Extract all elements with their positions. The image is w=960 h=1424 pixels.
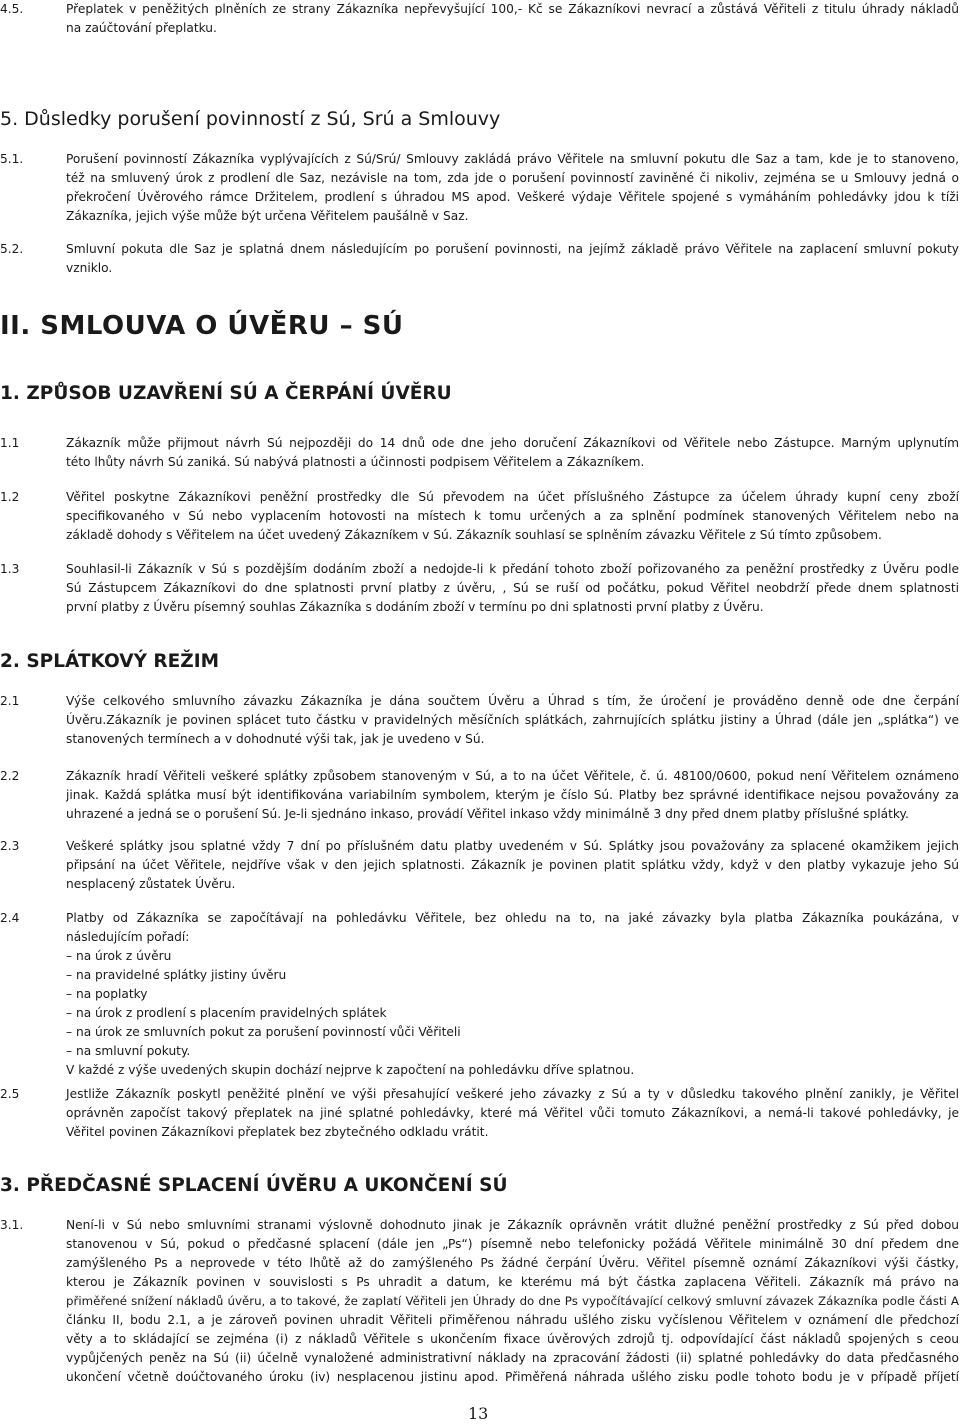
paragraph-4-5 bbox=[0, 0, 960, 38]
paragraph-1-2 bbox=[0, 488, 960, 545]
text-line: Veškeré splátky jsou splatné vždy 7 dní po příslušném datu platby uvedeném v Sú. Splátky jsou považovány za splacené okamžikem jejich bbox=[66, 839, 959, 853]
paragraph-number: 1.3 bbox=[0, 562, 20, 576]
paragraph-text bbox=[66, 692, 959, 749]
text-line: specifikovaného v Sú nebo vyplacením hotovosti na místech k tomu určených a za splnění podmínek stanovených Věřitelem nebo na bbox=[66, 509, 959, 523]
text-line: Zákazník může přijmout návrh Sú nejpozději do 14 dnů ode dne jeho doručení Zákazníkovi od Věřitele nebo Zástupce. Marným uplynutím bbox=[66, 436, 959, 450]
text-line: stanovených termínech a v dohodnuté výši tak, jak je uvedeno v Sú. bbox=[66, 732, 485, 746]
text-line: první platby z Úvěru písemný souhlas Zákazníka s dodáním zboží v termínu po dni splatnosti první platby z Úvěru. bbox=[66, 600, 764, 614]
paragraph-number: 2.4 bbox=[0, 911, 20, 925]
text-line: Platby od Zákazníka se započítávají na pohledávku Věřitele, bez ohledu na to, na jaké závazky byla platba Zákazníka poukázána, v bbox=[66, 911, 959, 925]
text-line: ukončení včetně doúčtovaného úroku (iv) nesplacenou jistinu apod. Přiměřená náhrada ušlého zisku podle tohoto bodu je v případě příjetí bbox=[66, 1370, 959, 1384]
text-line: též na smluvený úrok z prodlení dle Saz, nezávisle na tom, zda jde o porušení povinností zaviněné či nikoliv, zejména se u Smlouvy jedná o bbox=[66, 171, 959, 185]
text-line: Není-li v Sú nebo smluvními stranami výslovně dohodnuto jinak je Zákazník oprávněn vrátit dlužné peněžní prostředky z Sú před dobou bbox=[66, 1218, 959, 1232]
page-number: 13 bbox=[468, 1404, 489, 1423]
paragraph-number: 2.1 bbox=[0, 694, 20, 708]
text-line: nesplacený zůstatek Úvěru. bbox=[66, 877, 236, 891]
paragraph-text bbox=[66, 240, 959, 278]
paragraph-2-3 bbox=[0, 837, 960, 894]
text-line: Souhlasil-li Zákazník v Sú s pozdějším dodáním zboží a nedojde-li k předání tohoto zboží pořizovaného za peněžní prostředky z Úvěru podle bbox=[66, 562, 959, 576]
part-heading-ii: II. SMLOUVA O ÚVĚRU – SÚ bbox=[0, 311, 404, 341]
text-line: této lhůty návrh Sú zaniká. Sú nabývá platnosti a účinnosti podpisem Věřitelem a Zákazníkem. bbox=[66, 455, 645, 469]
text-line: kterou je Zákazník povinen v souvislosti s Ps uhradit a datum, ke kterému má být částka zaplacena Věřiteli. Zákazník má právo na bbox=[66, 1275, 959, 1289]
paragraph-2-1 bbox=[0, 692, 960, 749]
text-line: uhrazené a jedná se o porušení Sú. Je-li sjednáno inkaso, provádí Věřitel inkaso vždy minimálně 3 dny před dnem platby příslušné splátky. bbox=[66, 807, 909, 821]
text-line: věty a to skládající se zejména (i) z nákladů Věřitele s ukončením fixace úvěrových zdrojů tj. odpovídající část nákladů spojených s ceou bbox=[66, 1332, 959, 1346]
paragraph-number: 2.5 bbox=[0, 1087, 20, 1101]
text-line: Zákazníka, jejich výše může být určena Věřitelem paušálně v Saz. bbox=[66, 209, 469, 223]
section-heading-2: 2. SPLÁTKOVÝ REŽIM bbox=[0, 651, 219, 672]
list-item: – na poplatky bbox=[66, 987, 148, 1001]
text-line: následujícím pořadí: bbox=[66, 930, 190, 944]
paragraph-text bbox=[66, 0, 959, 38]
paragraph-number: 2.2 bbox=[0, 769, 20, 783]
section-heading-3: 3. PŘEDČASNÉ SPLACENÍ ÚVĚRU A UKONČENÍ SÚ bbox=[0, 1175, 508, 1196]
paragraph-2-5 bbox=[0, 1085, 960, 1142]
text-line: Věřitel povinen Zákazníkovi přeplatek bez zbytečného odkladu vrátit. bbox=[66, 1125, 489, 1139]
paragraph-text bbox=[66, 560, 959, 617]
paragraph-2-2 bbox=[0, 767, 960, 824]
paragraph-3-1 bbox=[0, 1216, 960, 1387]
text-line: Věřitel poskytne Zákazníkovi peněžní prostředky dle Sú převodem na účet příslušného Zástupce za účelem úhrady kupní ceny zboží bbox=[66, 490, 959, 504]
paragraph-text bbox=[66, 150, 959, 226]
paragraph-2-4 bbox=[0, 909, 960, 1080]
paragraph-5-2 bbox=[0, 240, 960, 278]
text-line: Zákazník hradí Věřiteli veškeré splátky způsobem stanoveným v Sú, a to na účet Věřitele, č. ú. 48100/0600, pokud není Věřitelem oznámeno bbox=[66, 769, 959, 783]
section-heading-1: 1. ZPŮSOB UZAVŘENÍ SÚ A ČERPÁNÍ ÚVĚRU bbox=[0, 383, 452, 404]
paragraph-number: 4.5. bbox=[0, 2, 24, 16]
text-line: přiměřené snížení nákladů úvěru, a to takové, že zaplatí Věřiteli jen Úhrady do dne Ps vypočítávající celkový smluvní závazek Zákazníka podle části A bbox=[66, 1294, 959, 1308]
paragraph-text bbox=[66, 488, 959, 545]
text-line: Úvěru.Zákazník je povinen splácet tuto částku v pravidelných měsíčních splátkách, zahrnujících splátku jistiny a Úhrad (dále jen „splátka“) ve bbox=[66, 713, 959, 727]
paragraph-number: 5.1. bbox=[0, 152, 24, 166]
text-line: základě dohody s Věřitelem na účet uvedený Zákazníkem v Sú. Zákazník souhlasí se splněním závazku Věřitele z Sú tímto způsobem. bbox=[66, 528, 882, 542]
paragraph-1-3 bbox=[0, 560, 960, 617]
list-item: – na úrok ze smluvních pokut za porušení povinností vůči Věřiteli bbox=[66, 1025, 461, 1039]
text-line: jinak. Každá splátka musí být identifikována variabilním symbolem, kterým je číslo Sú. Platby bez správné identifikace nejsou považovány za bbox=[66, 788, 959, 802]
list-item: – na úrok z úvěru bbox=[66, 949, 172, 963]
text-line: stanovenou v Sú, pokud o předčasné splacení (dále jen „Ps“) písemně nebo telefonicky požádá Věřitele minimálně 30 dní předem dne bbox=[66, 1237, 959, 1251]
paragraph-text bbox=[66, 837, 959, 894]
paragraph-number: 1.1 bbox=[0, 436, 20, 450]
paragraph-text bbox=[66, 767, 959, 824]
paragraph-number: 3.1. bbox=[0, 1218, 24, 1232]
paragraph-number: 5.2. bbox=[0, 242, 24, 256]
text-line: vypůjčených peněz na Sú (ii) účelně vynaložené administrativní náklady na zpracování žádosti (ii) splatné pohledávky do data předčasného bbox=[66, 1351, 959, 1365]
paragraph-text bbox=[66, 434, 959, 472]
text-line: článku II, bodu 2.1, a je zároveň povinen uhradit Věřiteli přiměřenou náhradu ušlého zisku vyčíslenou Věřitelem v oznámení dle předchozí bbox=[66, 1313, 959, 1327]
list-item: – na smluvní pokuty. bbox=[66, 1044, 191, 1058]
paragraph-1-1 bbox=[0, 434, 960, 472]
text-line: zamýšleného Ps a neprovede v této lhůtě až do zamýšleného Ps žádné čerpání Úvěru. Věřitel písemně oznámí Zákazníkovi výši částky, bbox=[66, 1256, 959, 1270]
paragraph-number: 1.2 bbox=[0, 490, 20, 504]
text-line: Porušení povinností Zákazníka vyplývajících z Sú/Srú/ Smlouvy zakládá právo Věřitele na smluvní pokutu dle Saz a tam, kde je to stanoveno, bbox=[66, 152, 959, 166]
text-line: připsání na účet Věřitele, nejdříve však v den jejich splatnosti. Zákazník je povinen platit splátku vždy, když v den platby vykazuje jeho Sú bbox=[66, 858, 959, 872]
list-item: – na pravidelné splátky jistiny úvěru bbox=[66, 968, 287, 982]
text-line: Přeplatek v peněžitých plněních ze strany Zákazníka nepřevyšující 100,- Kč se Zákazníkovi nevrací a zůstává Věřiteli z titulu úhrady nákladů bbox=[66, 2, 959, 16]
paragraph-number: 2.3 bbox=[0, 839, 20, 853]
text-line: vzniklo. bbox=[66, 261, 113, 275]
section-heading-5: 5. Důsledky porušení povinností z Sú, Srú a Smlouvy bbox=[0, 108, 501, 130]
list-item: – na úrok z prodlení s placením pravidelných splátek bbox=[66, 1006, 387, 1020]
text-line: V každé z výše uvedených skupin dochází nejprve k započtení na pohledávku dříve splatnou. bbox=[66, 1063, 635, 1077]
text-line: překročení Úvěrového rámce Držitelem, prodlení s úhradou MS apod. Veškeré výdaje Věřitele spojené s vymáháním pohledávky jdou k tíži bbox=[66, 190, 959, 204]
text-line: Jestliže Zákazník poskytl peněžité plnění ve výši přesahující veškeré jeho závazky z Sú a ty v důsledku takového plnění zanikly, je Věřitel bbox=[66, 1087, 959, 1101]
text-line: Výše celkového smluvního závazku Zákazníka je dána součtem Úvěru a Úhrad s tím, že úročení je prováděno denně ode dne čerpání bbox=[66, 694, 959, 708]
paragraph-5-1 bbox=[0, 150, 960, 226]
text-line: Sú Zástupcem Zákazníkovi do dne splatnosti první platby z úvěru, , Sú se ruší od počátku, pokud Věřitel neobdrží přede dnem splatnosti bbox=[66, 581, 959, 595]
paragraph-text bbox=[66, 1085, 959, 1142]
paragraph-text bbox=[66, 1216, 959, 1387]
text-line: na zaúčtování přeplatku. bbox=[66, 21, 217, 35]
text-line: Smluvní pokuta dle Saz je splatná dnem následujícím po porušení povinnosti, na jejímž základě právo Věřitele na zaplacení smluvní pokuty bbox=[66, 242, 959, 256]
paragraph-text bbox=[66, 909, 959, 1080]
text-line: oprávněn započíst takový přeplatek na jiné splatné pohledávky, které má Věřitel vůči tomuto Zákazníkovi, a nemá-li takové pohledávky, je bbox=[66, 1106, 959, 1120]
